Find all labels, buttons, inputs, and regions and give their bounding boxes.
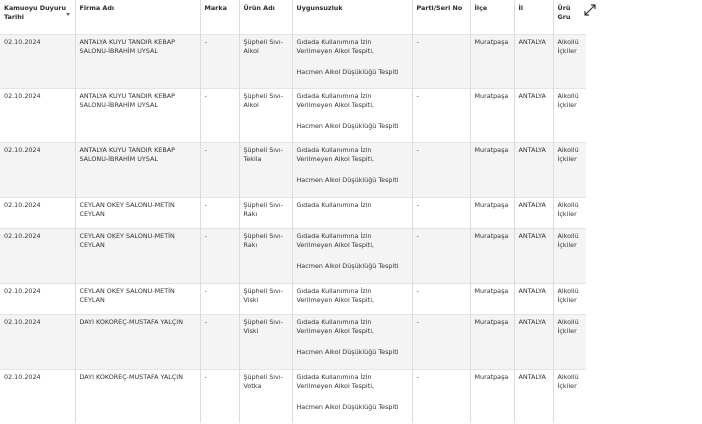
header-issue[interactable]: Uygunsuzluk [292,0,412,34]
cell-province: ANTALYA [514,283,553,314]
cell-product: Şüpheli Sıvı-Votka [239,369,292,423]
cell-issue [292,88,412,142]
cell-province: ANTALYA [514,228,553,283]
cell-batch: - [412,197,470,228]
cell-brand: - [200,228,239,283]
cell-district: Muratpaşa [470,197,514,228]
cell-province: ANTALYA [514,142,553,197]
expand-arrows-icon[interactable] [583,3,597,17]
cell-district: Muratpaşa [470,228,514,283]
cell-batch: - [412,283,470,314]
cell-date: 02.10.2024 [0,34,75,88]
cell-date: 02.10.2024 [0,197,75,228]
cell-firm: ANTALYA KUYU TANDIR KEBAP SALONU-İBRAHİM UYSAL [75,142,200,197]
cell-district: Muratpaşa [470,88,514,142]
table-row[interactable] [0,142,586,197]
cell-batch: - [412,142,470,197]
cell-group: Alkollü İçkiler [557,37,579,55]
cell-brand: - [200,314,239,369]
cell-issue [292,142,412,197]
header-firm[interactable]: Firma Adı [75,0,200,34]
issue-line: Gıdada Kullanımına İzin Verilmeyen Alkol Tespiti, [296,37,374,55]
cell-district: Muratpaşa [470,34,514,88]
cell-brand: - [200,142,239,197]
table-row[interactable] [0,197,586,228]
cell-batch: - [412,369,470,423]
cell-date: 02.10.2024 [0,283,75,314]
cell-brand: - [200,369,239,423]
cell-issue [292,369,412,423]
cell-product: Şüpheli Sıvı-Rakı [239,197,292,228]
issue-line: Gıdada Kullanımına İzin Verilmeyen Alkol Tespiti, [296,286,374,304]
cell-province: ANTALYA [514,314,553,369]
cell-province: ANTALYA [514,88,553,142]
issue-line: Gıdada Kullanımına İzin [296,200,372,209]
header-brand[interactable]: Marka [200,0,239,34]
cell-date: 02.10.2024 [0,142,75,197]
cell-product: Şüpheli Sıvı-Rakı [239,228,292,283]
header-row [0,0,586,34]
cell-date: 02.10.2024 [0,369,75,423]
issue-line: Gıdada Kullanımına İzin Verilmeyen Alkol Tespiti, [296,91,374,109]
issue-line: Hacmen Alkol Düşüklüğü Tespiti [296,262,399,271]
issue-line: Hacmen Alkol Düşüklüğü Tespiti [296,348,399,357]
header-district[interactable]: İlçe [470,0,514,34]
cell-province: ANTALYA [514,34,553,88]
table-row[interactable] [0,34,586,88]
issue-line: Gıdada Kullanımına İzin Verilmeyen Alkol Tespiti, [296,372,374,390]
table-row[interactable] [0,314,586,369]
cell-batch: - [412,228,470,283]
cell-firm: ANTALYA KUYU TANDIR KEBAP SALONU-İBRAHİM UYSAL [75,88,200,142]
cell-firm: DAYI KOKOREÇ-MUSTAFA YALÇIN [75,314,200,369]
cell-group: Alkollü İçkiler [557,91,579,109]
cell-group: Alkollü İçkiler [557,286,579,304]
cell-group: Alkollü İçkiler [557,317,579,335]
cell-brand: - [200,283,239,314]
table-row[interactable] [0,283,586,314]
cell-product: Şüpheli Sıvı-Viski [239,314,292,369]
cell-issue [292,197,412,228]
cell-district: Muratpaşa [470,314,514,369]
cell-batch: - [412,314,470,369]
cell-district: Muratpaşa [470,283,514,314]
table-row[interactable] [0,228,586,283]
table-row[interactable] [0,369,586,423]
cell-product: Şüpheli Sıvı-Tekila [239,142,292,197]
sort-desc-icon[interactable] [66,13,70,16]
cell-firm: CEYLAN OKEY SALONU-METİN CEYLAN [75,197,200,228]
header-batch[interactable]: Parti/Seri No [412,0,470,34]
cell-issue [292,283,412,314]
header-product[interactable]: Ürün Adı [239,0,292,34]
header-group[interactable]: Ürü Gru [557,4,571,22]
cell-firm: ANTALYA KUYU TANDIR KEBAP SALONU-İBRAHİM UYSAL [75,34,200,88]
cell-batch: - [412,88,470,142]
cell-district: Muratpaşa [470,369,514,423]
cell-firm: CEYLAN OKEY SALONU-METİN CEYLAN [75,283,200,314]
cell-issue [292,228,412,283]
issue-line: Gıdada Kullanımına İzin Verilmeyen Alkol Tespiti, [296,145,374,163]
issue-line: Gıdada Kullanımına İzin Verilmeyen Alkol Tespiti, [296,231,374,249]
cell-group: Alkollü İçkiler [557,372,579,390]
cell-product: Şüpheli Sıvı-Alkol [239,88,292,142]
issue-line: Hacmen Alkol Düşüklüğü Tespiti [296,403,399,412]
cell-date: 02.10.2024 [0,314,75,369]
cell-product: Şüpheli Sıvı-Alkol [239,34,292,88]
cell-group: Alkollü İçkiler [557,200,579,218]
issue-line: Gıdada Kullanımına İzin Verilmeyen Alkol Tespiti, [296,317,374,335]
cell-product: Şüpheli Sıvı-Viski [239,283,292,314]
issue-line: Hacmen Alkol Düşüklüğü Tespiti [296,122,399,131]
cell-firm: CEYLAN OKEY SALONU-METİN CEYLAN [75,228,200,283]
cell-batch: - [412,34,470,88]
cell-firm: DAYI KOKOREÇ-MUSTAFA YALÇIN [75,369,200,423]
cell-brand: - [200,197,239,228]
cell-date: 02.10.2024 [0,228,75,283]
table-body [0,34,586,423]
cell-date: 02.10.2024 [0,88,75,142]
cell-district: Muratpaşa [470,142,514,197]
cell-group: Alkollü İçkiler [557,145,579,163]
cell-province: ANTALYA [514,369,553,423]
cell-brand: - [200,34,239,88]
header-province[interactable]: İl [514,0,553,34]
cell-province: ANTALYA [514,197,553,228]
table-row[interactable] [0,88,586,142]
cell-brand: - [200,88,239,142]
cell-issue [292,314,412,369]
cell-group: Alkollü İçkiler [557,231,579,249]
cell-issue [292,34,412,88]
issue-line: Hacmen Alkol Düşüklüğü Tespiti [296,176,399,185]
issue-line: Hacmen Alkol Düşüklüğü Tespiti [296,68,399,77]
header-date[interactable]: Kamuoyu Duyuru Tarihi [0,0,75,34]
